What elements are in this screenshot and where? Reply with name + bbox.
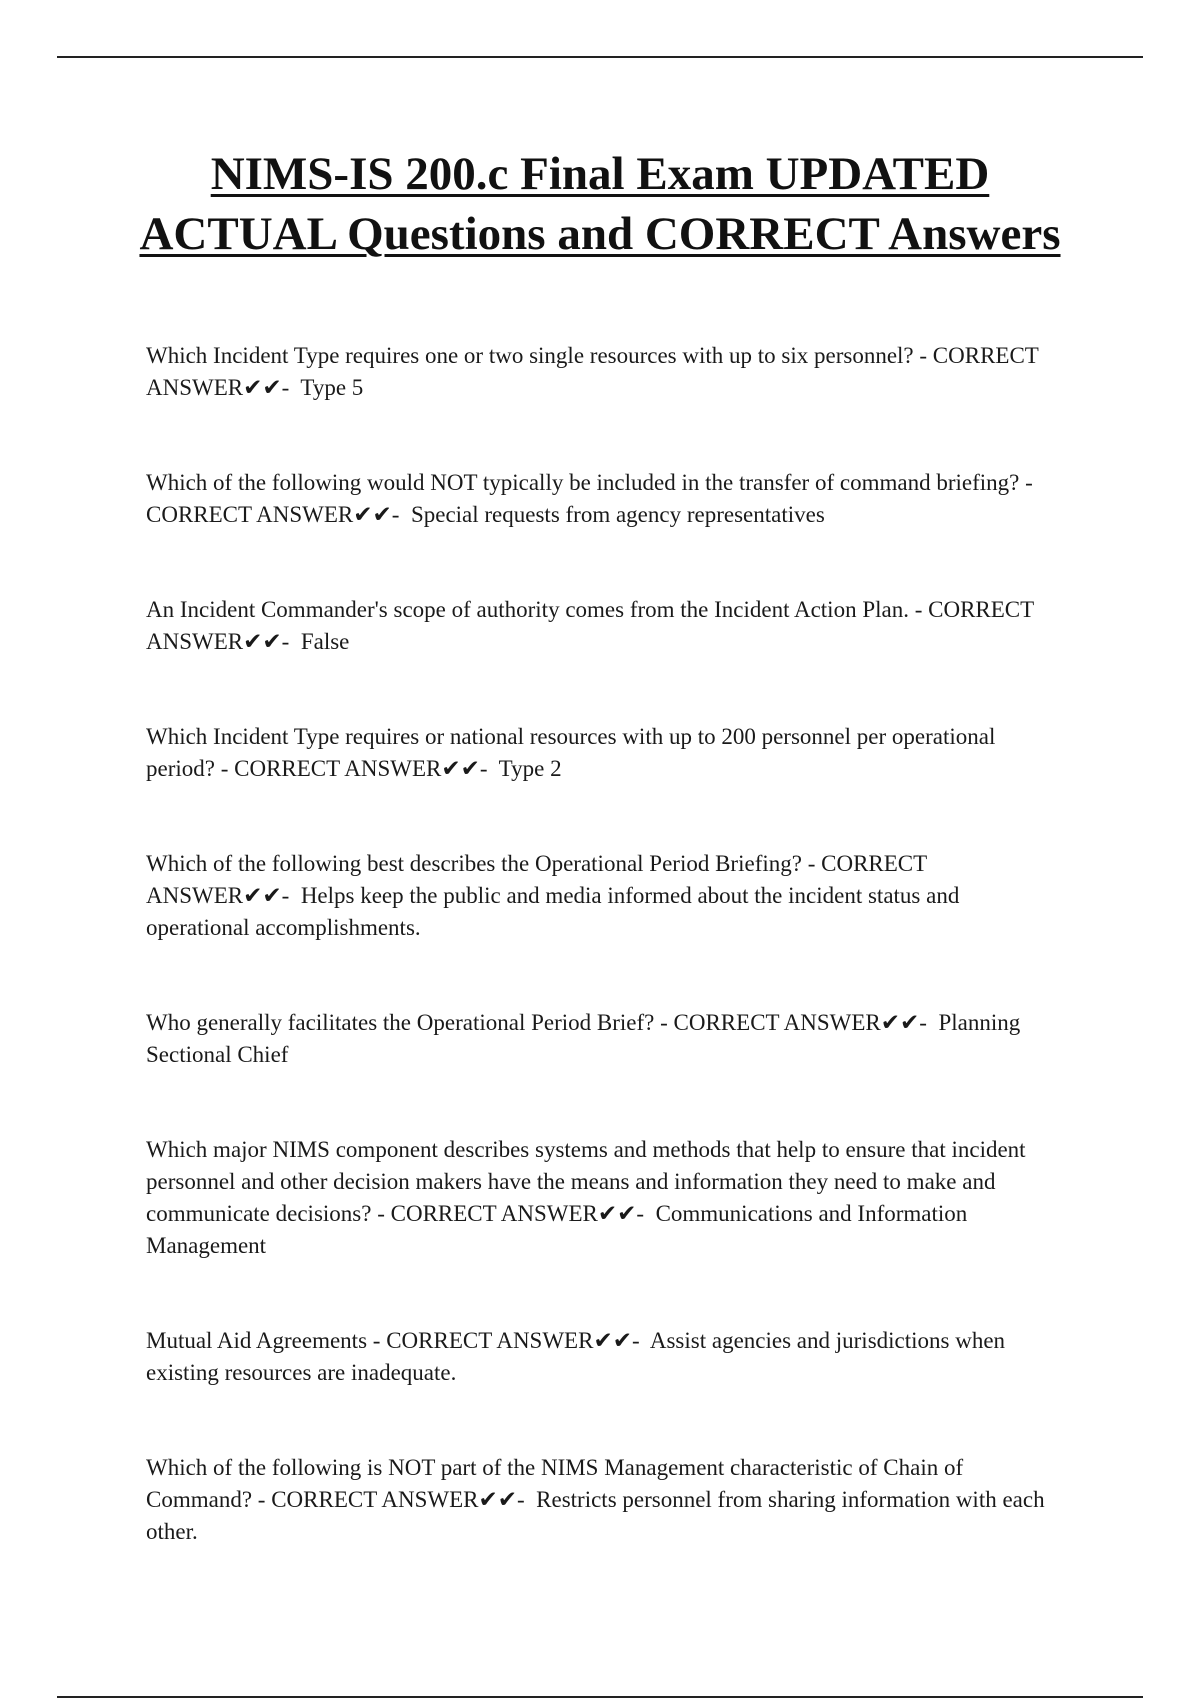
qa-item-9 <box>146 1452 1066 1548</box>
answer-text: Communications and Information Management <box>146 1201 968 1258</box>
question-text: Which Incident Type requires one or two single resources with up to six personnel? <box>146 343 914 368</box>
qa-item-3 <box>146 594 1066 658</box>
answer-text: Special requests from agency representatives <box>410 502 825 527</box>
correct-answer-label: - CORRECT ANSWER✔✔- <box>220 756 488 781</box>
qa-item-4 <box>146 721 1066 785</box>
qa-item-8 <box>146 1325 1066 1389</box>
answer-text: Type 2 <box>498 756 562 781</box>
correct-answer-label: - CORRECT ANSWER✔✔- <box>146 597 1034 654</box>
question-text: Which of the following is NOT part of the NIMS Management characteristic of Chain of Command? <box>146 1455 964 1512</box>
qa-item-5 <box>146 848 1066 944</box>
qa-item-6 <box>146 1007 1066 1071</box>
qa-item-2 <box>146 467 1066 531</box>
question-text: Mutual Aid Agreements <box>146 1328 368 1353</box>
qa-item-1 <box>146 340 1066 404</box>
correct-answer-label: - CORRECT ANSWER✔✔- <box>257 1487 525 1512</box>
correct-answer-label: - CORRECT ANSWER✔✔- <box>660 1010 927 1035</box>
correct-answer-label: - CORRECT ANSWER✔✔- <box>146 851 927 908</box>
correct-answer-label: - CORRECT ANSWER✔✔- <box>372 1328 640 1353</box>
question-text: Who generally facilitates the Operational Period Brief? <box>146 1010 655 1035</box>
correct-answer-label: - CORRECT ANSWER✔✔- <box>146 470 1033 527</box>
answer-text: False <box>300 629 350 654</box>
answer-text: Assist agencies and jurisdictions when existing resources are inadequate. <box>146 1328 1006 1385</box>
correct-answer-label: - CORRECT ANSWER✔✔- <box>377 1201 645 1226</box>
question-text: Which of the following best describes the Operational Period Briefing? <box>146 851 802 876</box>
bottom-rule <box>57 1696 1143 1698</box>
answer-text: Helps keep the public and media informed about the incident status and operational accomplishments. <box>146 883 960 940</box>
correct-answer-label: - CORRECT ANSWER✔✔- <box>146 343 1039 400</box>
answer-text: Type 5 <box>300 375 364 400</box>
question-text: Which Incident Type requires or national resources with up to 200 personnel per operational period? <box>146 724 996 781</box>
question-text: Which major NIMS component describes systems and methods that help to ensure that incident personnel and other decision makers have the means and information they need to make and communicate decisions? <box>146 1137 1026 1226</box>
qa-list <box>146 340 1066 1548</box>
qa-item-7 <box>146 1134 1066 1262</box>
document-title: NIMS-IS 200.c Final Exam UPDATED ACTUAL Questions and CORRECT Answers <box>139 148 1061 260</box>
answer-text: Planning Sectional Chief <box>146 1010 1021 1067</box>
question-text: An Incident Commander's scope of authority comes from the Incident Action Plan. <box>146 597 909 622</box>
question-text: Which of the following would NOT typically be included in the transfer of command briefing? <box>146 470 1020 495</box>
answer-text: Restricts personnel from sharing information with each other. <box>146 1487 1045 1544</box>
top-rule <box>57 56 1143 58</box>
